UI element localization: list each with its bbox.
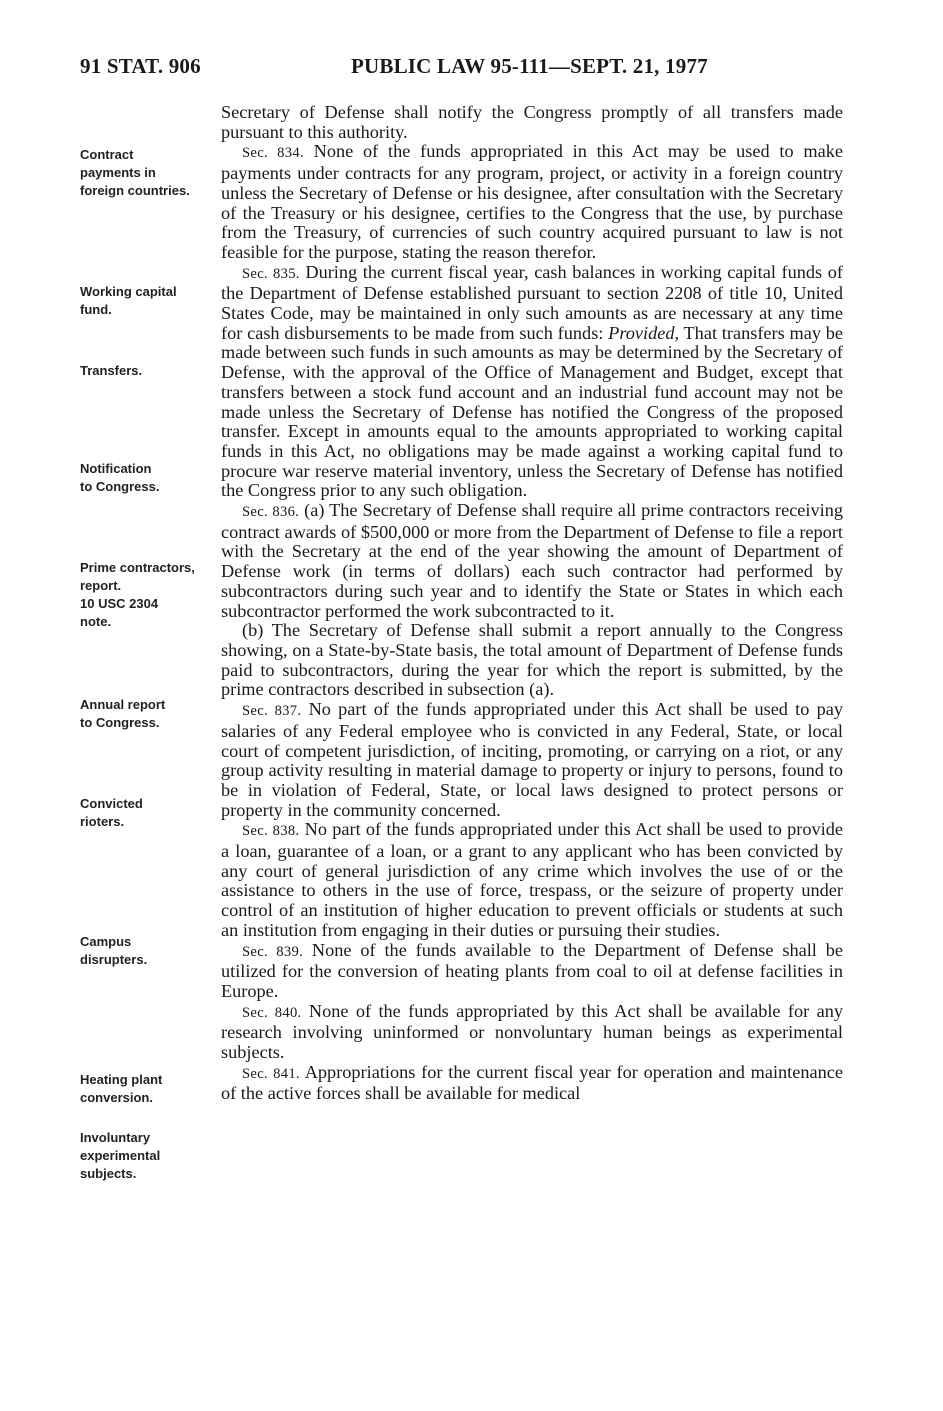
section-label: Sec. 837.: [242, 703, 302, 720]
margin-note-working-capital-fund: Working capital fund.: [80, 284, 177, 317]
section-label: Sec. 835.: [242, 265, 300, 282]
section-838: [221, 820, 843, 940]
section-label: Sec. 841.: [242, 1065, 300, 1082]
section-841: [221, 1063, 843, 1104]
section-label: Sec. 838.: [242, 823, 300, 840]
section-836b: (b) The Secretary of Defense shall submit a report annually to the Congress showing, on a State-by-State basis, the total amount of Department of Defense funds paid to subcontractors, during the year for which the report is submitted, by the prime contractors described in subsection (a).: [221, 620, 843, 700]
section-text: Appropriations for the current fiscal year for operation and maintenance of the active forces shall be available for medical: [221, 1061, 843, 1104]
margin-note-transfers: Transfers.: [80, 363, 143, 378]
section-label: Sec. 839.: [242, 943, 304, 960]
section-text: None of the funds appropriated by this Act shall be available for any research involving uninformed or nonvoluntary human beings as experimental subjects.: [221, 1000, 843, 1063]
margin-note-contract-payments: Contract payments in foreign countries.: [80, 147, 190, 198]
section-837: [221, 700, 843, 820]
margin-note-notification: Notification to Congress.: [80, 461, 160, 494]
section-834: [221, 142, 843, 262]
margin-note-annual-report: Annual report to Congress.: [80, 697, 166, 730]
paragraph-continuation: Secretary of Defense shall notify the Congress promptly of all transfers made pursuant to this authority.: [221, 102, 843, 142]
margin-note-convicted-rioters: Convicted rioters.: [80, 796, 143, 829]
section-text-cont: That transfers may be made between such funds in such amounts as may be determined by the Secretary of Defense, with the approval of the Office of Management and Budget, except that transfers between a stock fund account and an industrial fund account may not be made unless the Secretary of Defense has notified the Congress of the proposed transfer. Except in amounts equal to the amounts appropriated to working capital funds in this Act, no obligations may be made against a working capital fund to procure war reserve material inventory, unless the Secretary of Defense has notified the Congress prior to any such obligation.: [221, 322, 844, 501]
section-label: Sec. 834.: [242, 145, 304, 162]
statute-body: [221, 103, 843, 1104]
section-839: [221, 941, 843, 1002]
section-label: Sec. 836.: [242, 504, 300, 521]
page-number-header: 91 STAT. 906: [80, 54, 201, 78]
margin-note-campus-disrupters: Campus disrupters.: [80, 934, 148, 967]
margin-note-prime-contractors: Prime contractors, report. 10 USC 2304 note.: [80, 560, 195, 629]
section-text: (a) The Secretary of Defense shall require all prime contractors receiving contract awards of $500,000 or more from the Department of Defense to file a report with the Secretary at the end of the year showing the amount of Department of Defense work (in terms of dollars) each such contractor had performed by subcontractors during such year and to identify the State or States in which each subcontractor performed the work subcontracted to it.: [221, 500, 843, 621]
section-836a: [221, 501, 843, 621]
section-835: [221, 263, 843, 501]
section-text: None of the funds appropriated in this Act may be used to make payments under contracts for any program, project, or activity in a foreign country unless the Secretary of Defense or his designee, after consultation with the Secretary of the Treasury or his designee, certifies to the Congress that the use, by purchase from the Treasury, of currencies of such country acquired pursuant to law is not feasible for the purpose, stating the reason therefor.: [221, 141, 843, 262]
provided-italic: Provided,: [608, 322, 680, 343]
section-840: [221, 1002, 843, 1063]
margin-note-heating-plant: Heating plant conversion.: [80, 1072, 163, 1105]
section-text: During the current fiscal year, cash balances in working capital funds of the Department of Defense established pursuant to section 2208 of title 10, United States Code, may be maintained in only such amounts as are necessary at any time for cash disbursements to be made from such funds:: [221, 261, 843, 343]
section-label: Sec. 840.: [242, 1004, 302, 1021]
running-header-title: PUBLIC LAW 95-111—SEPT. 21, 1977: [351, 54, 708, 78]
section-text: No part of the funds appropriated under this Act shall be used to pay salaries of any Federal employee who is convicted in any Federal, State, or local court of competent jurisdiction, of inciting, promoting, or carrying on a riot, or any group activity resulting in material damage to property or injury to persons, found to be in violation of Federal, State, or local laws designed to protect persons or property in the community concerned.: [221, 699, 843, 820]
section-text: No part of the funds appropriated under this Act shall be used to provide a loan, guarantee of a loan, or a grant to any applicant who has been convicted by any court of general jurisdiction of any crime which involves the use of or the assistance to others in the use of force, trespass, or the seizure of property under control of an institution of higher education to prevent officials or students at such an institution from engaging in their duties or pursuing their studies.: [221, 819, 843, 940]
section-text: None of the funds available to the Department of Defense shall be utilized for the conversion of heating plants from coal to oil at defense facilities in Europe.: [221, 939, 843, 1001]
margin-note-involuntary-subjects: Involuntary experimental subjects.: [80, 1130, 161, 1181]
